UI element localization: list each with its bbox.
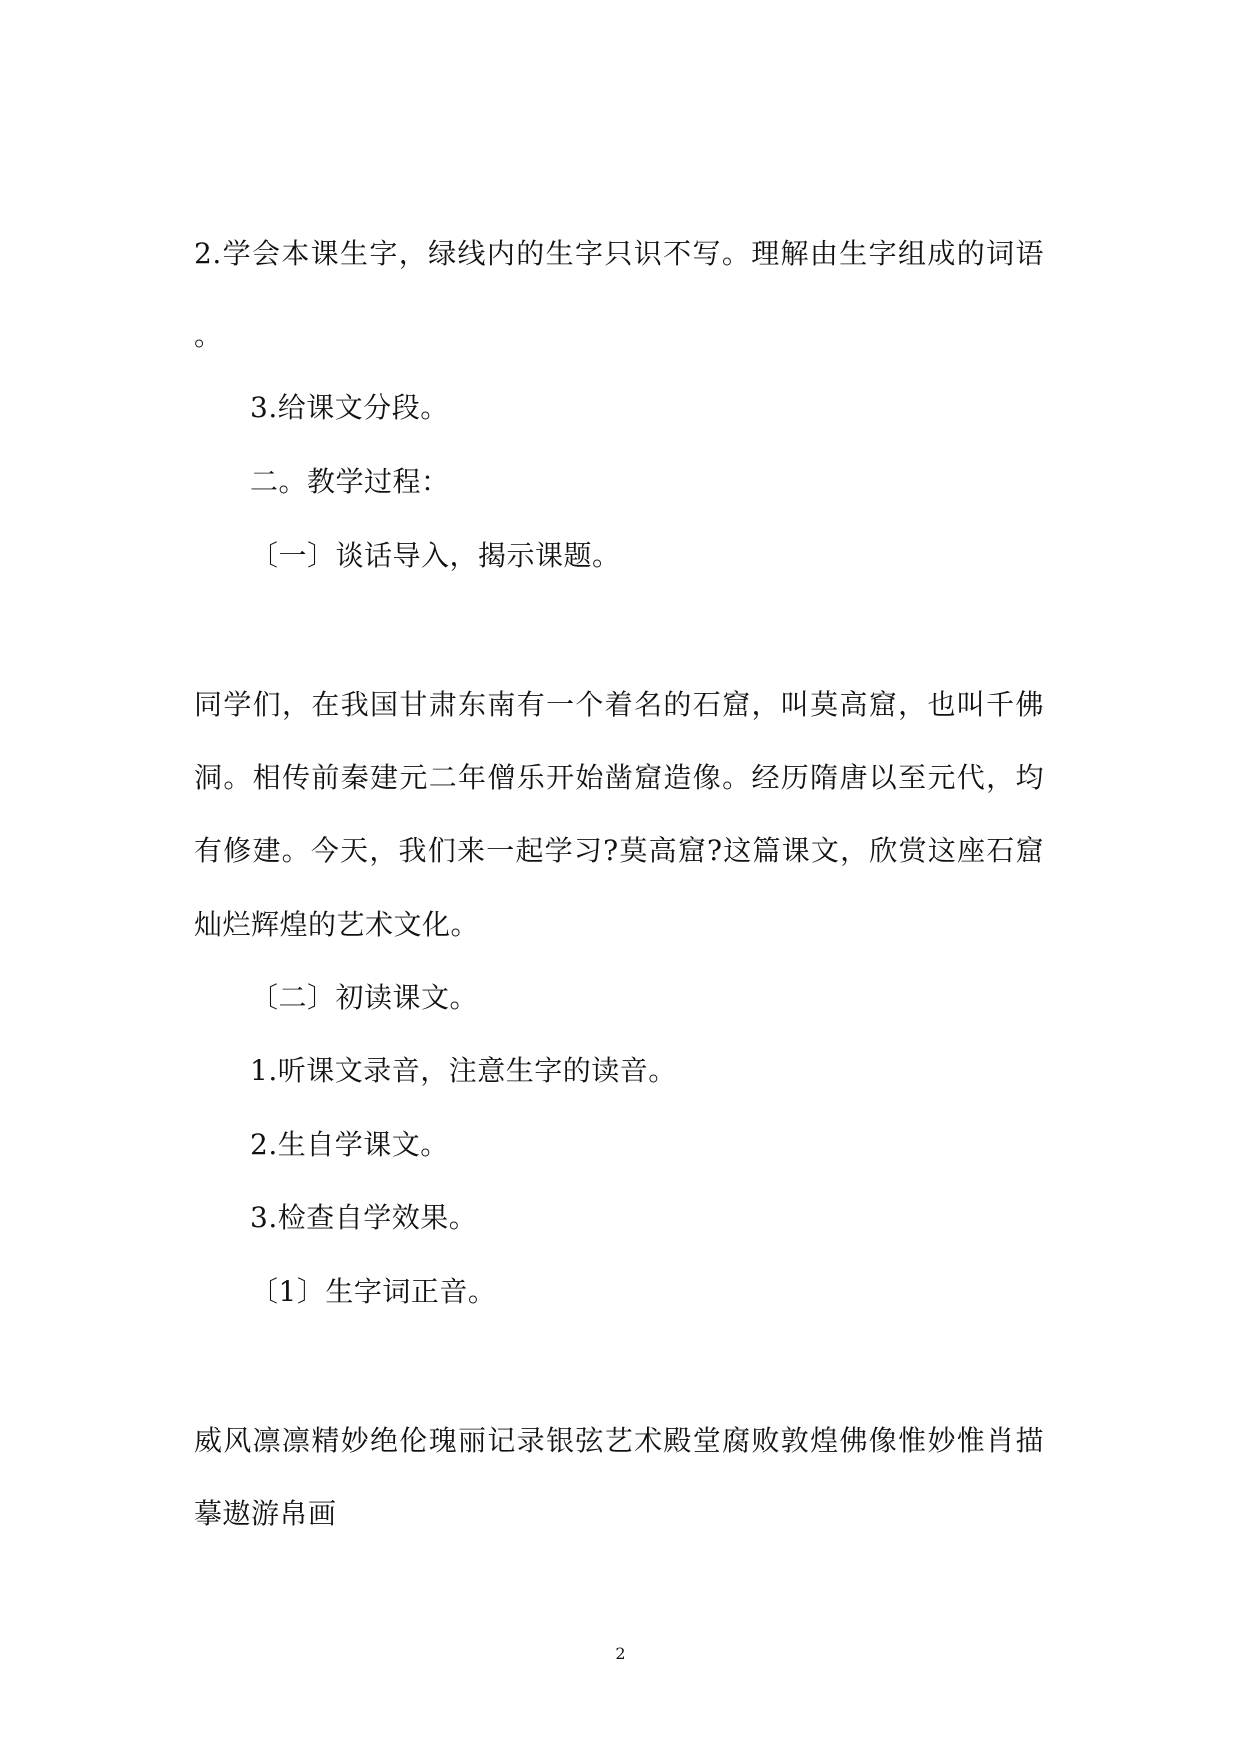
vocabulary-line: 摹遨游帛画 [194, 1497, 337, 1530]
text-line: 2.生自学课文。 [250, 1128, 449, 1161]
text-line: 同学们，在我国甘肃东南有一个着名的石窟，叫莫高窟，也叫千佛 [194, 688, 1044, 721]
text-line: 。 [194, 319, 223, 352]
text-line: 灿烂辉煌的艺术文化。 [194, 908, 480, 941]
text-line: 1.听课文录音，注意生字的读音。 [250, 1054, 677, 1087]
section-heading: 二。教学过程： [250, 465, 450, 498]
subsection-heading: 〔二〕初读课文。 [250, 981, 479, 1014]
text-line: 2.学会本课生字，绿线内的生字只识不写。理解由生字组成的词语 [194, 237, 1044, 270]
vocabulary-line: 威风凛凛精妙绝伦瑰丽记录银弦艺术殿堂腐败敦煌佛像惟妙惟肖描 [194, 1424, 1044, 1457]
subsection-heading: 〔一〕谈话导入，揭示课题。 [250, 539, 621, 572]
page-number: 2 [615, 1644, 626, 1663]
text-line: 〔1〕生字词正音。 [250, 1275, 497, 1308]
text-line: 3.给课文分段。 [250, 391, 449, 424]
text-line: 洞。相传前秦建元二年僧乐开始凿窟造像。经历隋唐以至元代，均 [194, 761, 1044, 794]
text-line: 3.检查自学效果。 [250, 1201, 478, 1234]
text-line: 有修建。今天，我们来一起学习?莫高窟?这篇课文，欣赏这座石窟 [194, 834, 1044, 867]
